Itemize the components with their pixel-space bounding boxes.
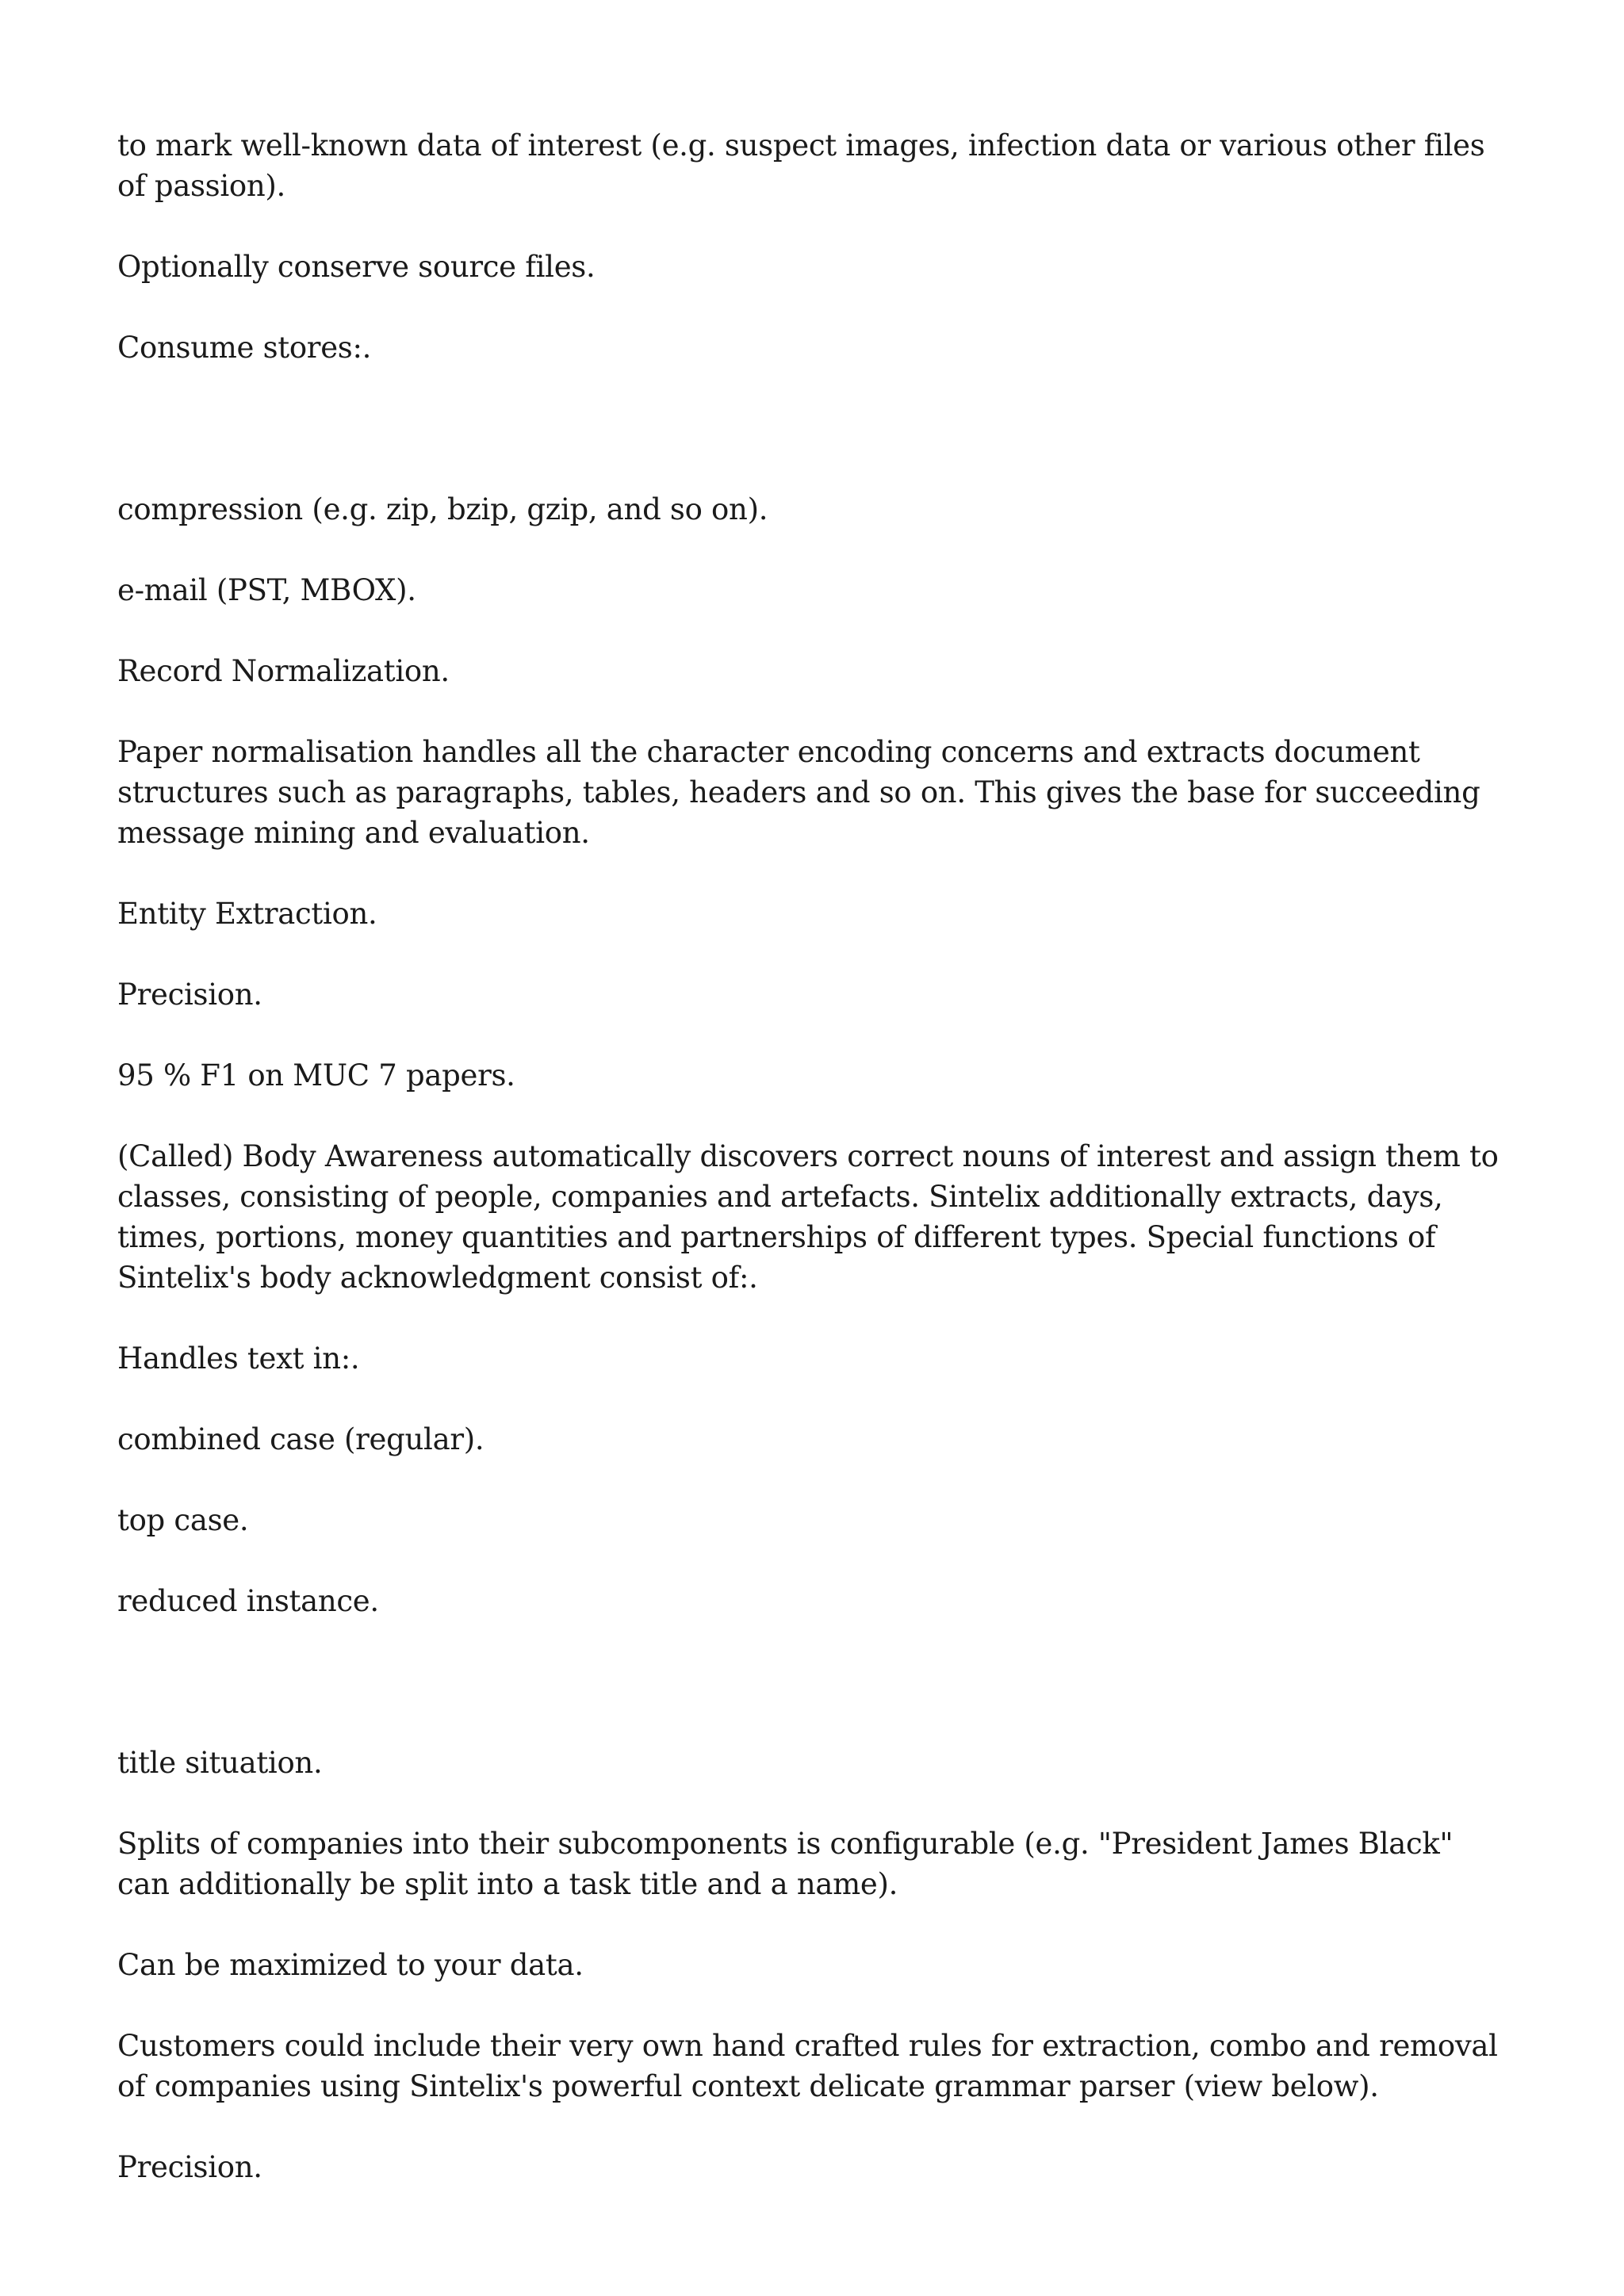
paragraph: Paper normalisation handles all the character encoding concerns and extracts document structures such as paragraphs, tables, headers and so on. This gives the base for succeeding message mining and evaluation.	[117, 735, 1480, 850]
paragraph: reduced instance.	[117, 1584, 379, 1618]
paragraph: to mark well-known data of interest (e.g. suspect images, infection data or various other files of passion).	[117, 128, 1485, 203]
blank-space	[117, 1662, 1513, 1743]
paragraph: (Called) Body Awareness automatically discovers correct nouns of interest and assign them to classes, consisting of people, companies and artefacts. Sintelix additionally extracts, days, times, portions, money quantities and partnerships of different types. Special functions of Sintelix's body acknowledgment consist of:.	[117, 1139, 1499, 1295]
paragraph: Consume stores:.	[117, 331, 372, 365]
paragraph: combined case (regular).	[117, 1422, 485, 1456]
paragraph: e-mail (PST, MBOX).	[117, 573, 416, 607]
section-heading: Record Normalization.	[117, 654, 450, 688]
paragraph: 95 % F1 on MUC 7 papers.	[117, 1058, 515, 1093]
blank-space	[117, 408, 1513, 489]
paragraph: compression (e.g. zip, bzip, gzip, and so on).	[117, 492, 768, 526]
paragraph: title situation.	[117, 1746, 323, 1780]
paragraph: Handles text in:.	[117, 1341, 360, 1376]
paragraph: Precision.	[117, 978, 262, 1012]
paragraph: Precision.	[117, 2150, 262, 2184]
paragraph: top case.	[117, 1503, 249, 1537]
paragraph: Splits of companies into their subcomponents is configurable (e.g. "President James Black" can additionally be split into a task title and a name).	[117, 1827, 1454, 1901]
paragraph: Optionally conserve source files.	[117, 250, 596, 284]
paragraph: Can be maximized to your data.	[117, 1948, 584, 1982]
section-heading: Entity Extraction.	[117, 897, 377, 931]
document-page	[117, 125, 1513, 2228]
paragraph: Customers could include their very own hand crafted rules for extraction, combo and removal of companies using Sintelix's powerful context delicate grammar parser (view below).	[117, 2029, 1498, 2103]
